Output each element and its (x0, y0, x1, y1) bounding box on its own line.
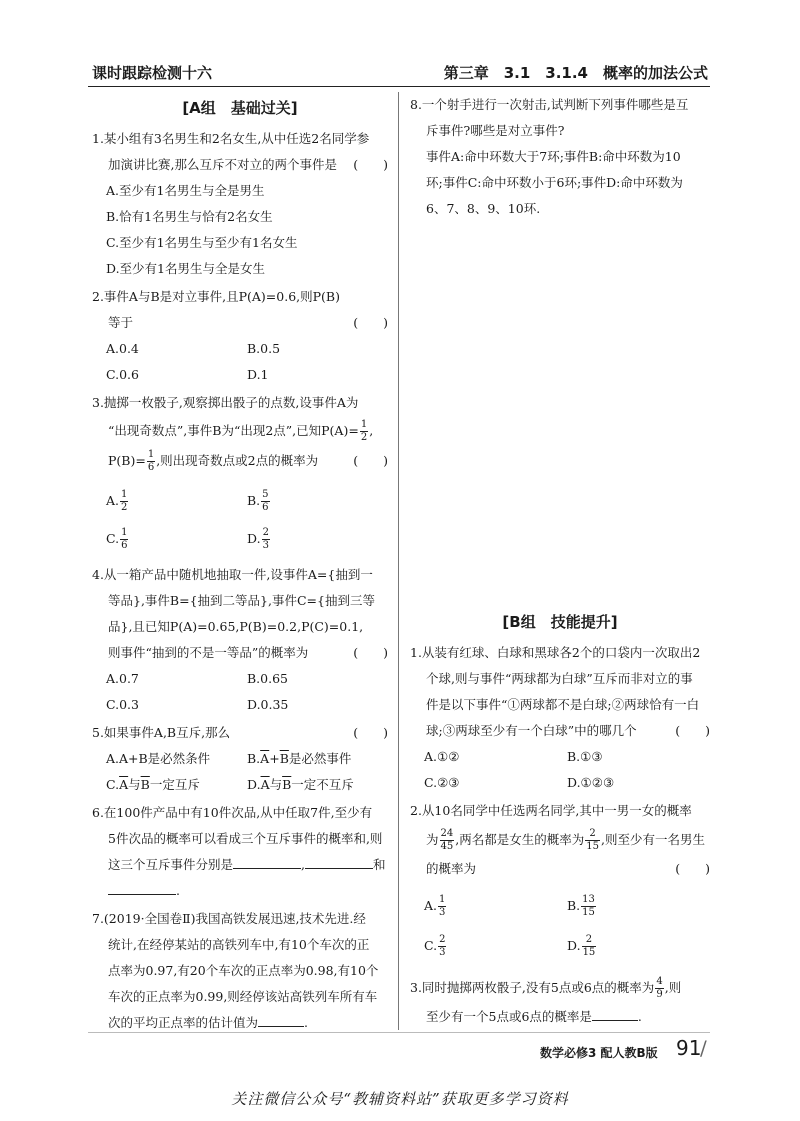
option-c: C.至少有1名男生与至少有1名女生 (106, 235, 298, 250)
option-d: $D.\overline{A}$与$\overline{B}$一定不互斥 (247, 777, 354, 792)
q-text: 球;③两球至少有一个白球”中的哪几个 ( ) (410, 718, 710, 744)
q-text: 6.在100件产品中有10件次品,从中任取7件,至少有 (92, 805, 373, 820)
answer-paren: ( ) (353, 453, 388, 468)
answer-blank[interactable] (108, 880, 176, 895)
section-b-title: [B组 技能提升] (502, 613, 618, 631)
answer-paren: ( ) (353, 725, 388, 740)
answer-blank[interactable] (305, 854, 373, 869)
question-b2 (410, 798, 710, 966)
q-text: 车次的正点率为0.99,则经停该站高铁列车所有车 (108, 989, 378, 1004)
footer-rule (88, 1032, 710, 1033)
option-a: A.A+B是必然条件 (106, 751, 211, 766)
answer-paren: ( ) (353, 315, 388, 330)
left-column (92, 92, 388, 1038)
option-b: B.0.65 (247, 671, 288, 686)
q-text: 件是以下事件“①两球都不是白球;②两球恰有一白 (426, 697, 700, 712)
q-text: 2.从10名同学中任选两名同学,其中一男一女的概率 (410, 803, 692, 818)
question-a2 (92, 284, 388, 388)
q-text: 事件A:命中环数大于7环;事件B:命中环数为10 (426, 149, 681, 164)
header-rule (88, 86, 710, 87)
question-a8 (410, 92, 710, 222)
q-text: 7.(2019·全国卷Ⅱ)我国高铁发展迅速,技术先进.经 (92, 911, 366, 926)
q-text: . (92, 878, 388, 904)
fraction: $\frac{24}{45}$ (440, 828, 454, 852)
answer-space (410, 224, 710, 606)
q-text: “出现奇数点”,事件B为“出现2点”,已知P(A)= $\frac{1}{2}$ , (108, 419, 374, 443)
option-d: D.①②③ (567, 775, 615, 790)
q-text: 的概率为 ( ) (410, 856, 710, 882)
option-d: D. $\frac{2}{15}$ (567, 934, 596, 958)
q-text: 次的平均正点率的估计值为 . (92, 1010, 388, 1036)
option-c: C.0.3 (106, 697, 139, 712)
q-text: 5.如果事件A,B互斥,那么 ( ) (92, 720, 388, 746)
q-text: P(B)= $\frac{1}{6}$ ,则出现奇数点或2点的概率为 ( ) (92, 446, 388, 476)
q-text: 1.从装有红球、白球和黑球各2个的口袋内一次取出2 (410, 645, 701, 660)
option-d: D. $\frac{2}{3}$ (247, 527, 269, 551)
option-b: $B.\overline{A}+\overline{B}$是必然事件 (247, 751, 352, 766)
right-column (410, 92, 710, 1032)
fraction: $\frac{1}{2}$ (360, 419, 368, 443)
q-text: 斥事件?哪些是对立事件? (426, 123, 565, 138)
option-d: D.至少有1名男生与全是女生 (106, 261, 266, 276)
option-d: D.1 (247, 367, 269, 382)
option-b: B.①③ (567, 749, 603, 764)
option-a: A.0.4 (106, 341, 139, 356)
fraction: $\frac{4}{9}$ (656, 976, 663, 1000)
answer-paren: ( ) (675, 723, 710, 738)
q-text: 统计,在经停某站的高铁列车中,有10个车次的正 (108, 937, 370, 952)
question-a3 (92, 390, 388, 558)
question-a1 (92, 126, 388, 282)
question-b1 (410, 640, 710, 796)
q-text: 5件次品的概率可以看成三个互斥事件的概率和,则 (108, 831, 383, 846)
option-c: C. $\frac{2}{3}$ (424, 934, 446, 958)
q-text: 8.一个射手进行一次射击,试判断下列事件哪些是互 (410, 97, 689, 112)
option-c: $C.\overline{A}$与$\overline{B}$一定互斥 (106, 777, 200, 792)
question-b3 (410, 972, 710, 1030)
q-text: 3.同时抛掷两枚骰子,没有5点或6点的概率为 $\frac{4}{9}$ ,则 (410, 976, 682, 1000)
q-text: 6、7、8、9、10环. (426, 201, 541, 216)
answer-blank[interactable] (592, 1006, 638, 1021)
q-text: 至少有一个5点或6点的概率是 . (410, 1004, 710, 1030)
question-a4 (92, 562, 388, 718)
page-slash: / (700, 1036, 707, 1060)
answer-paren: ( ) (353, 157, 388, 172)
q-text: 个球,则与事件“两球都为白球”互斥而非对立的事 (426, 671, 693, 686)
option-c: C. $\frac{1}{6}$ (106, 527, 128, 551)
option-a: A.至少有1名男生与全是男生 (106, 183, 265, 198)
question-a6 (92, 800, 388, 904)
footer-book-badge: 数学必修3 配人教B版 (540, 1046, 658, 1060)
answer-blank[interactable] (233, 854, 301, 869)
option-b: B.恰有1名男生与恰有2名女生 (106, 209, 273, 224)
promo-handwritten-text: 关注微信公众号“教辅资料站”获取更多学习资料 (231, 1090, 569, 1108)
option-a: A. $\frac{1}{2}$ (106, 489, 128, 513)
q-text: 等于 ( ) (92, 310, 388, 336)
page-number: 91 (676, 1036, 702, 1060)
option-b: B.0.5 (247, 341, 281, 356)
q-text: 加演讲比赛,那么互斥不对立的两个事件是 ( ) (92, 152, 388, 178)
option-d: D.0.35 (247, 697, 289, 712)
q-text: 等品},事件B={抽到二等品},事件C={抽到三等 (108, 593, 375, 608)
option-a: A.0.7 (106, 671, 139, 686)
question-a5 (92, 720, 388, 798)
fraction: $\frac{2}{15}$ (586, 828, 599, 852)
section-a-title: [A组 基础过关] (182, 99, 298, 117)
answer-blank[interactable] (258, 1012, 304, 1027)
header-right-chapter: 第三章 3.1 3.1.4 概率的加法公式 (443, 64, 708, 82)
header-left-title: 课时跟踪检测十六 (92, 64, 213, 82)
q-text: 点率为0.97,有20个车次的正点率为0.98,有10个 (108, 963, 379, 978)
question-a7 (92, 906, 388, 1036)
q-text: 3.抛掷一枚骰子,观察掷出骰子的点数,设事件A为 (92, 395, 359, 410)
option-c: C.②③ (424, 775, 460, 790)
answer-paren: ( ) (675, 861, 710, 876)
q-text: 则事件“抽到的不是一等品”的概率为 ( ) (92, 640, 388, 666)
column-divider (398, 92, 399, 1030)
q-text: 环;事件C:命中环数小于6环;事件D:命中环数为 (426, 175, 683, 190)
option-c: C.0.6 (106, 367, 139, 382)
q-text: 2.事件A与B是对立事件,且P(A)=0.6,则P(B) (92, 289, 340, 304)
q-text: 为 $\frac{24}{45}$ ,两名都是女生的概率为 $\frac{2}{15}$ ,则至少有一名男生 (426, 828, 705, 852)
fraction: $\frac{1}{6}$ (147, 449, 155, 473)
answer-paren: ( ) (353, 645, 388, 660)
option-a: A. $\frac{1}{3}$ (424, 894, 446, 918)
q-text: 品},且已知P(A)=0.65,P(B)=0.2,P(C)=0.1, (108, 619, 364, 634)
option-a: A.①② (424, 749, 460, 764)
q-text: 1.某小组有3名男生和2名女生,从中任选2名同学参 (92, 131, 370, 146)
option-b: B. $\frac{13}{15}$ (567, 894, 595, 918)
q-text: 这三个互斥事件分别是 , 和 (92, 852, 388, 878)
q-text: 4.从一箱产品中随机地抽取一件,设事件A={抽到一 (92, 567, 373, 582)
option-b: B. $\frac{5}{6}$ (247, 489, 269, 513)
